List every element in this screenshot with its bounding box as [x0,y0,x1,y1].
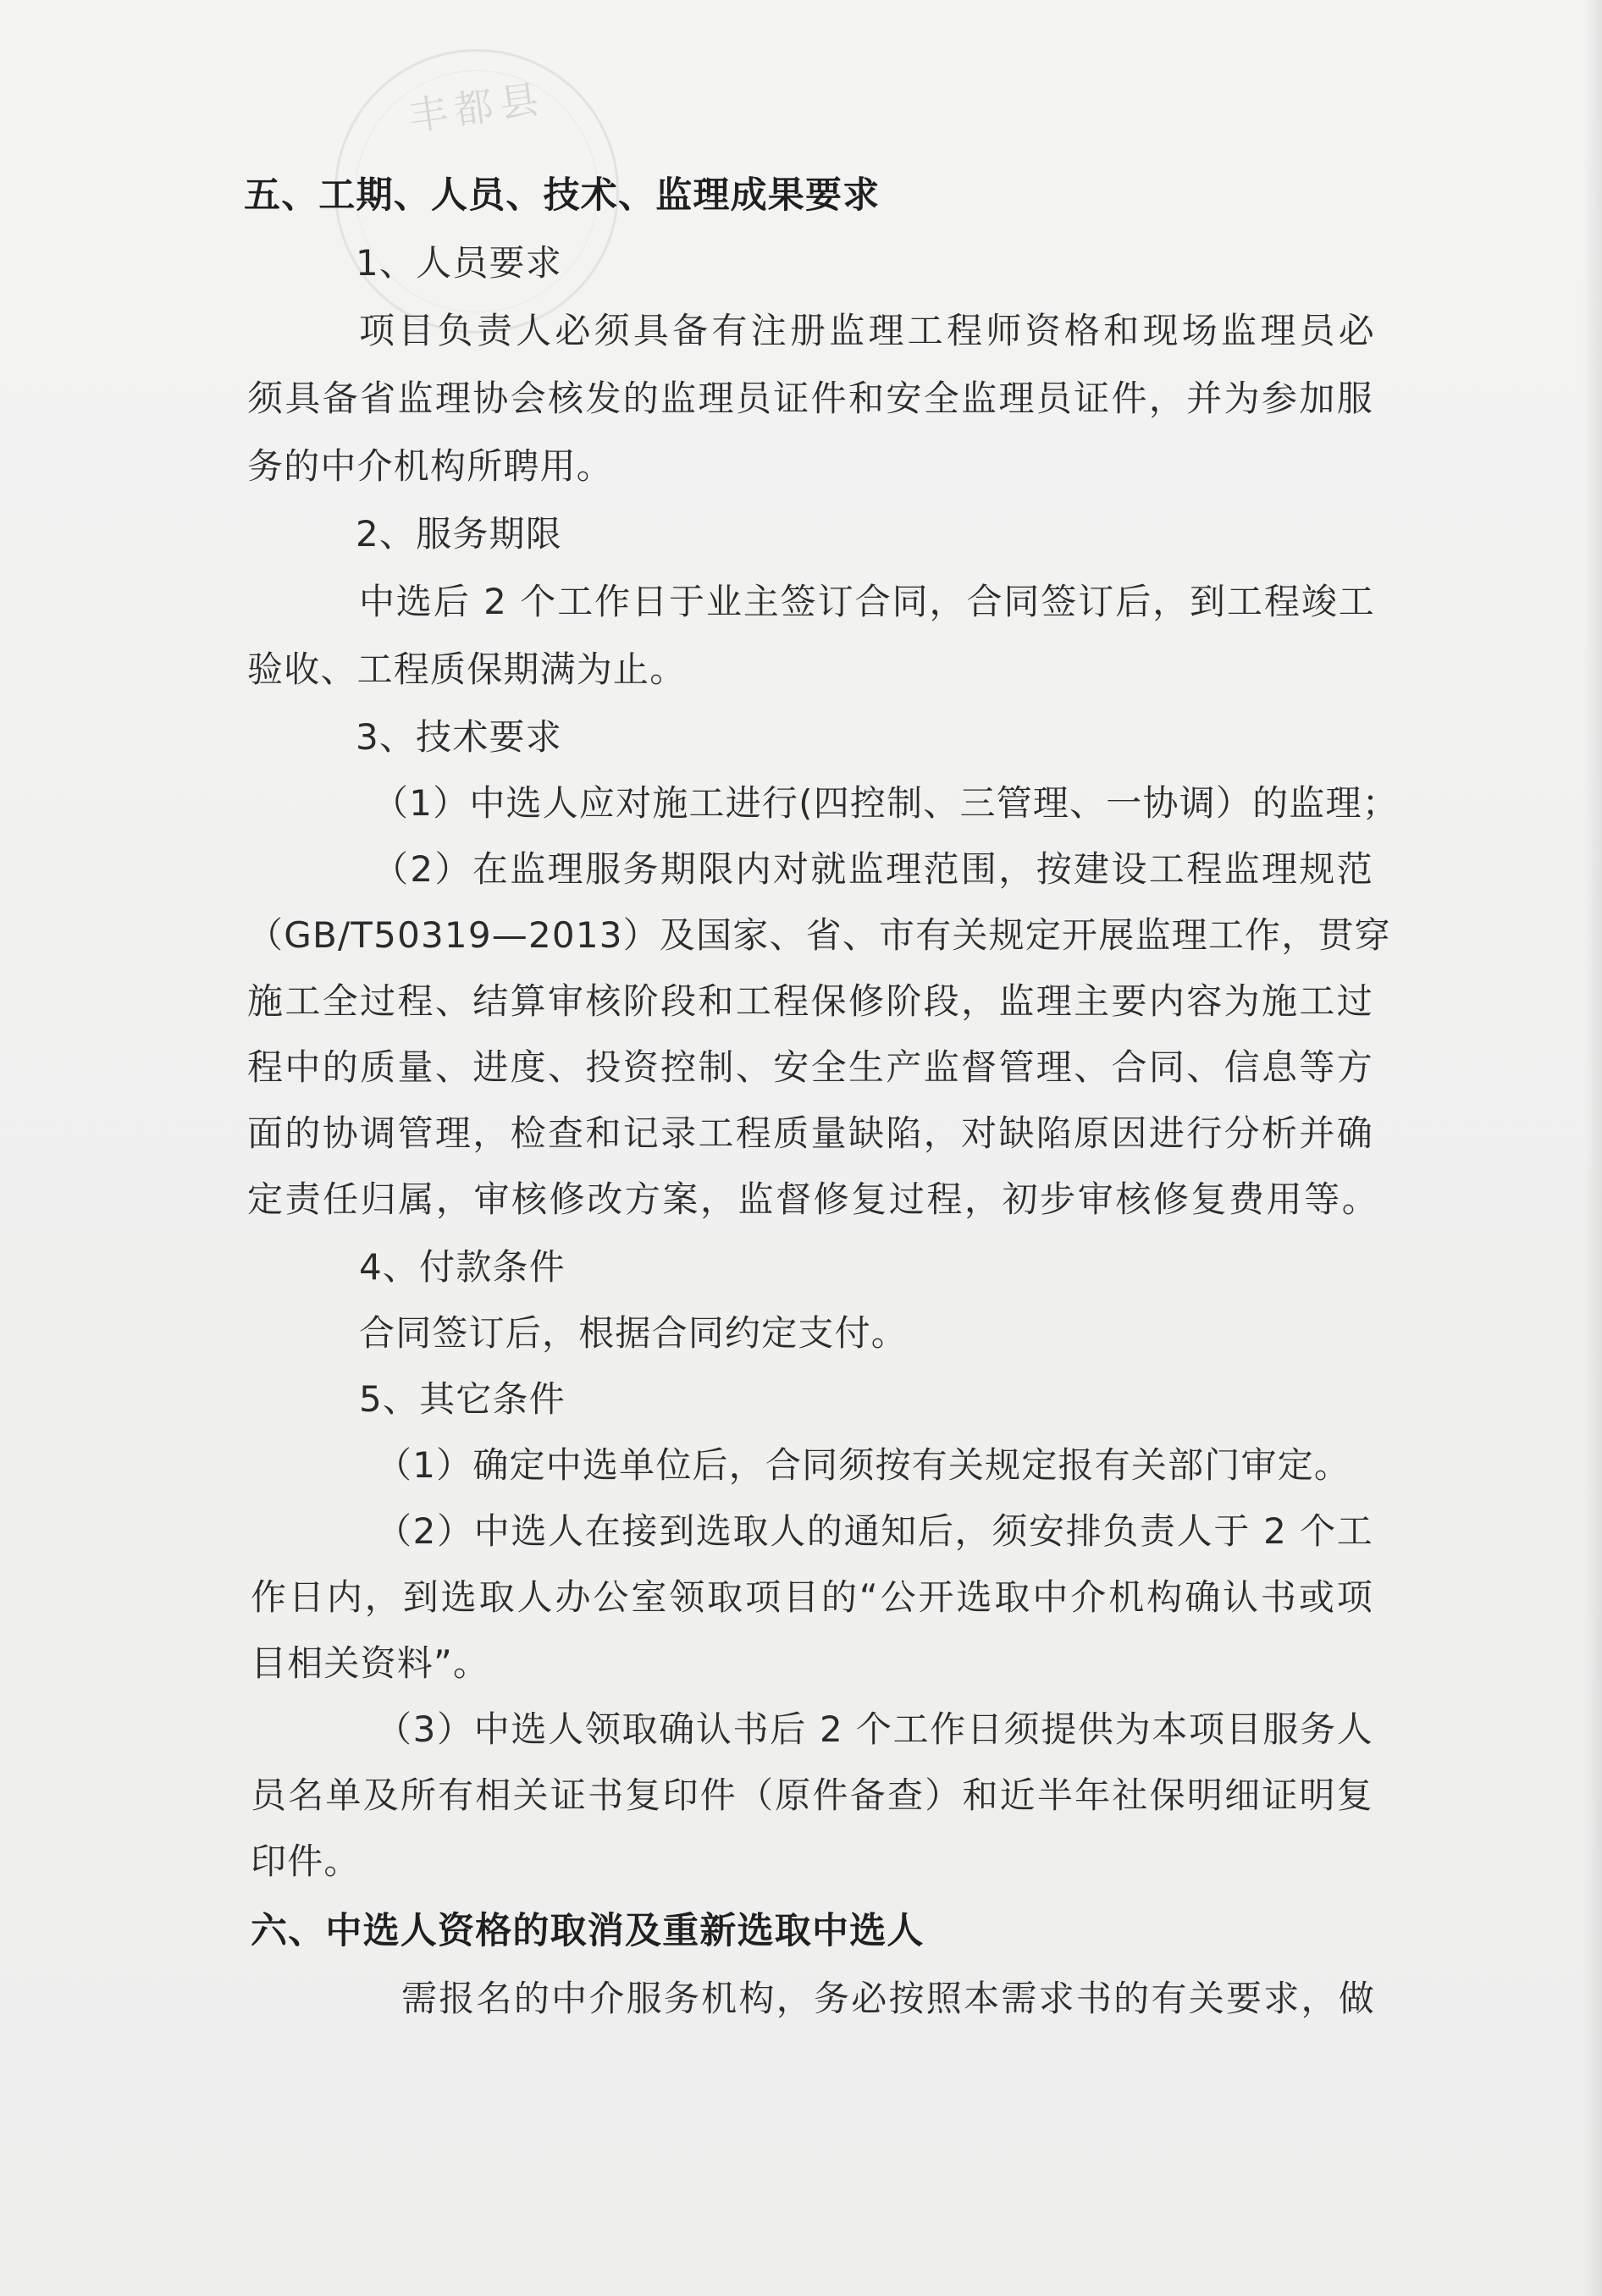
paragraph-line: （1）确定中选单位后，合同须按有关规定报有关部门审定。 [376,1444,1351,1486]
subheading-service-period: 2、服务期限 [356,513,562,555]
paragraph-line: 需报名的中介服务机构，务必按照本需求书的有关要求，做 [401,1978,1375,2019]
paragraph-line: （2）中选人在接到选取人的通知后，须安排负责人于 2 个工 [376,1510,1373,1552]
paragraph-line: 项目负责人必须具备有注册监理工程师资格和现场监理员必 [359,310,1375,351]
section-heading-6: 六、中选人资格的取消及重新选取中选人 [251,1910,925,1952]
paragraph-line: 中选后 2 个工作日于业主签订合同，合同签订后，到工程竣工 [359,581,1375,622]
paragraph-line: （3）中选人领取确认书后 2 个工作日须提供为本项目服务人 [376,1708,1373,1750]
paper-edge-shadow [1583,0,1602,2296]
paragraph-line: 施工全过程、结算审核阶段和工程保修阶段，监理主要内容为施工过 [247,980,1373,1022]
paragraph-line: （2）在监理服务期限内对就监理范围，按建设工程监理规范 [373,848,1373,890]
paragraph-line: 作日内，到选取人办公室领取项目的“公开选取中介机构确认书或项 [251,1576,1373,1618]
paragraph-line: （1）中选人应对施工进行(四控制、三管理、一协调）的监理； [373,782,1399,824]
paragraph-line: 须具备省监理协会核发的监理员证件和安全监理员证件，并为参加服 [247,378,1373,419]
paragraph-line: 员名单及所有相关证书复印件（原件备查）和近半年社保明细证明复 [251,1774,1373,1816]
paragraph-line: （GB/T50319—2013）及国家、省、市有关规定开展监理工作，贯穿 [247,914,1391,956]
subheading-technical: 3、技术要求 [356,716,562,758]
paragraph-line: 目相关资料”。 [251,1642,490,1684]
subheading-personnel: 1、人员要求 [356,242,562,284]
paragraph-line: 合同签订后，根据合同约定支付。 [359,1312,909,1354]
paragraph-line: 务的中介机构所聘用。 [247,445,614,487]
paragraph-line: 定责任归属，审核修改方案，监督修复过程，初步审核修复费用等。 [247,1178,1378,1220]
seal-text: 丰都县 [406,75,549,140]
section-heading-5: 五、工期、人员、技术、监理成果要求 [244,174,881,217]
paragraph-line: 验收、工程质保期满为止。 [247,649,687,690]
subheading-other-conditions: 5、其它条件 [359,1378,566,1420]
paragraph-line: 印件。 [251,1841,361,1882]
paragraph-line: 面的协调管理，检查和记录工程质量缺陷，对缺陷原因进行分析并确 [247,1112,1373,1154]
paragraph-line: 程中的质量、进度、投资控制、安全生产监督管理、合同、信息等方 [247,1046,1373,1088]
subheading-payment: 4、付款条件 [359,1246,566,1288]
